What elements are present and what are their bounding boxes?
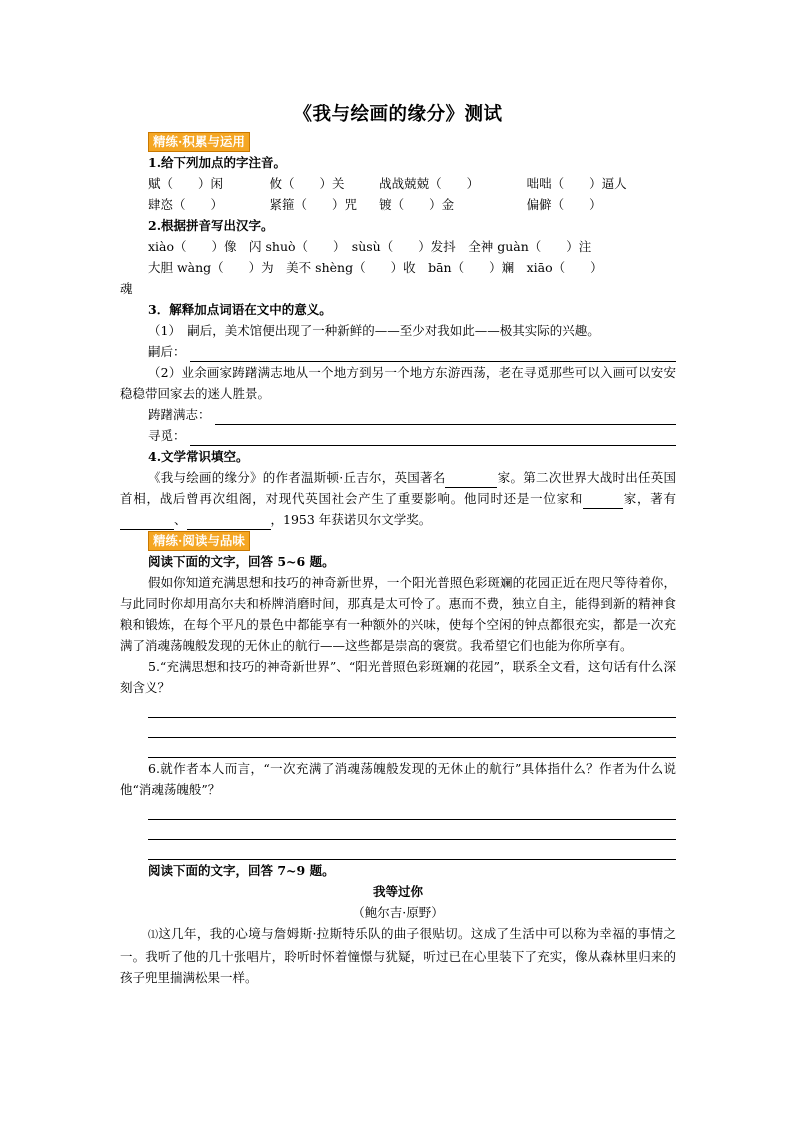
question-3-title: 3．解释加点词语在文中的意义。 <box>148 302 332 317</box>
answer-label: 踌躇满志： <box>148 407 211 422</box>
q1-item: 紧箍（ ）咒 <box>269 197 358 212</box>
q4-text: 《我与绘画的缘分》的作者温斯顿·丘吉尔，英国著名 <box>148 470 446 485</box>
q4-text: 家，著有 <box>623 491 676 506</box>
q4-text: ，1953 年获诺贝尔文学奖。 <box>270 512 432 527</box>
paragraph-text: 这几年，我的心境与詹姆斯·拉斯特乐队的曲子很贴切。这成了生活中可以称为幸福的事情之一。我听了他的几十张唱片，聆听时怀着憧憬与犹疑，听过已在心里装下了充实，像从森林里归来的孩子兜里揣满松果一样。 <box>120 926 676 985</box>
reading-1-instruction: 阅读下面的文字，回答 5~6 题。 <box>148 554 335 569</box>
fill-blank[interactable] <box>187 515 271 530</box>
question-3-sentence-2: （2）业余画家踌躇满志地从一个地方到另一个地方东游西荡，老在寻觅那些可以入画可以安安稳稳带回家去的迷人胜景。 <box>120 365 676 401</box>
page-title: 《我与绘画的缘分》测试 <box>293 104 503 125</box>
question-4-text <box>120 467 676 530</box>
reading-2-instruction: 阅读下面的文字，回答 7~9 题。 <box>148 863 335 878</box>
question-1-row-2 <box>148 194 676 215</box>
answer-line[interactable] <box>190 347 676 362</box>
answer-label: 寻觅： <box>148 428 186 443</box>
section-tag-accumulation: 精练·积累与运用 <box>148 132 250 152</box>
question-4-title: 4.文学常识填空。 <box>148 449 249 464</box>
question-1-title: 1.给下列加点的字注音。 <box>148 155 287 170</box>
fill-blank[interactable] <box>583 494 623 509</box>
question-5: 5.“充满思想和技巧的神奇新世界”、“阳光普照色彩斑斓的花园”，联系全文看，这句话有什么深刻含义？ <box>120 659 676 695</box>
fill-blank[interactable] <box>120 515 174 530</box>
q1-item: 肆恣（ ） <box>148 197 224 212</box>
q1-item: 攸（ ）关 <box>269 176 345 191</box>
reading-2-paragraph-1 <box>120 923 676 988</box>
answer-line[interactable] <box>148 698 676 718</box>
question-1-row-1 <box>148 173 676 194</box>
question-3-sentence-1: （1） 嗣后，美术馆便出现了一种新鲜的——至少对我如此——极其实际的兴趣。 <box>148 323 600 338</box>
q4-text: 、 <box>174 512 187 527</box>
answer-row-xunmi <box>148 425 676 446</box>
q1-item: 战战兢兢（ ） <box>379 176 480 191</box>
q1-item: 偏僻（ ） <box>526 197 602 212</box>
answer-row-chouchu <box>148 404 676 425</box>
answer-line[interactable] <box>190 431 676 446</box>
answer-line[interactable] <box>148 820 676 840</box>
section-tag-reading: 精练·阅读与品味 <box>148 531 250 551</box>
question-6: 6.就作者本人而言，“一次充满了消魂荡魄般发现的无休止的航行”具体指什么？作者为什么说他“消魂荡魄般”？ <box>120 761 676 797</box>
reading-2-title: 我等过你 <box>372 884 423 899</box>
q1-item: 镀（ ）金 <box>379 197 455 212</box>
reading-2-author: （鲍尔吉·原野） <box>352 905 444 920</box>
question-2-line-3: 魂 <box>120 281 133 296</box>
q1-item: 赋（ ）闲 <box>148 176 224 191</box>
answer-line[interactable] <box>215 410 676 425</box>
answer-row-sihou <box>148 341 676 362</box>
fill-blank[interactable] <box>445 473 497 488</box>
answer-line[interactable] <box>148 738 676 758</box>
answer-line[interactable] <box>148 840 676 860</box>
worksheet-page <box>120 100 676 988</box>
question-2-title: 2.根据拼音写出汉字。 <box>148 218 274 233</box>
question-2-line-2: 大胆 wàng（ ）为 美不 shèng（ ）收 bān（ ）斓 xiāo（ ） <box>148 260 603 275</box>
question-2-line-1: xiào（ ）像 闪 shuò（ ） sùsù（ ）发抖 全神 guàn（ ）注 <box>148 239 592 254</box>
answer-label: 嗣后： <box>148 344 186 359</box>
answer-line[interactable] <box>148 800 676 820</box>
answer-line[interactable] <box>148 718 676 738</box>
q4-text: 家。第二次世界大战时出任英国首相，战后曾再次组阁，对现代英国社会产生了重要影响。他同时还是一位家和 <box>120 470 676 506</box>
q1-item: 咄咄（ ）逼人 <box>526 176 627 191</box>
reading-1-passage: 假如你知道充满思想和技巧的神奇新世界，一个阳光普照色彩斑斓的花园正近在咫尺等待着你，与此同时你却用高尔夫和桥牌消磨时间，那真是太可怜了。惠而不费，独立自主，能得到新的精神食粮和锻炼，在每个平凡的景色中都能享有一种额外的兴味，使每个空闲的钟点都很充实，都是一次充满了消魂荡魄般发现的无休止的航行——这些都是崇高的褒赏。我希望它们也能为你所享有。 <box>120 575 676 653</box>
paragraph-number: ⑴ <box>148 930 159 941</box>
